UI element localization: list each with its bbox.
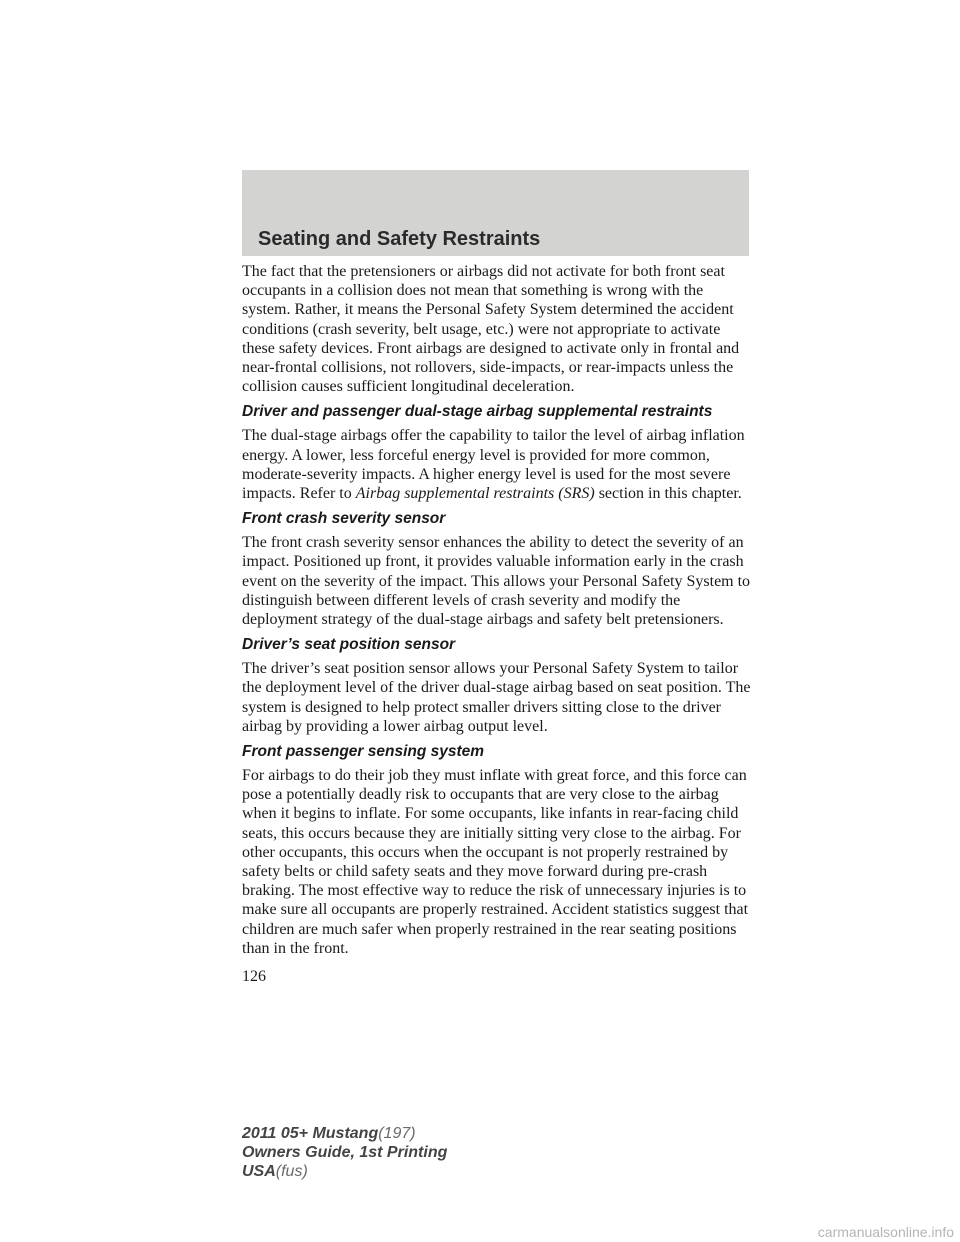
- site-watermark: carmanualsonline.info: [817, 1224, 954, 1240]
- dual-stage-paragraph: [242, 426, 752, 503]
- footer-line-model: [242, 1124, 447, 1143]
- srs-section-reference: Airbag supplemental restraints (SRS): [355, 485, 595, 503]
- page-number: 126: [242, 968, 266, 985]
- footer-region-code: (fus): [275, 1163, 308, 1180]
- crash-severity-paragraph: The front crash severity sensor enhances the ability to detect the severity of an impact. Positioned up front, it provides valuable information early in the crash event on the severity of the impact. This allows your Personal Safety System to distinguish between different levels of crash severity and modify the deployment strategy of the dual-stage airbags and safety belt pretensioners.: [242, 534, 751, 629]
- print-footer: [242, 1124, 447, 1181]
- section-header-band: [242, 170, 749, 256]
- heading-crash-severity-sensor: Front crash severity sensor: [242, 510, 446, 528]
- footer-edition: Owners Guide, 1st Printing: [242, 1144, 448, 1161]
- intro-paragraph: The fact that the pretensioners or airbags did not activate for both front seat occupants in a collision does not mean that something is wrong with the system. Rather, it means the Personal Safety System determined the accident conditions (crash severity, belt usage, etc.) were not appropriate to activate these safety devices. Front airbags are designed to activate only in frontal and near-frontal collisions, not rollovers, side-impacts, or rear-impacts unless the collision causes sufficient longitudinal deceleration.: [242, 263, 740, 396]
- dual-stage-text: The dual-stage airbags offer the capability to tailor the level of airbag inflation energy. A lower, less forceful energy level is provided for more common, moderate-severity impacts. A higher energy level is used for the most severe impacts. Refer to: [242, 427, 745, 503]
- footer-model-code: (197): [378, 1125, 416, 1142]
- footer-region: USA: [242, 1163, 276, 1180]
- footer-model: 2011 05+ Mustang: [242, 1125, 379, 1142]
- heading-passenger-sensing-system: Front passenger sensing system: [242, 743, 485, 761]
- heading-seat-position-sensor: Driver’s seat position sensor: [242, 636, 456, 654]
- seat-position-paragraph: The driver’s seat position sensor allows your Personal Safety System to tailor the deployment level of the driver dual-stage airbag based on seat position. The system is designed to help protect smaller drivers sitting close to the driver airbag by providing a lower airbag output level.: [242, 660, 751, 735]
- section-title: Seating and Safety Restraints: [258, 228, 541, 250]
- footer-line-region: [242, 1162, 447, 1181]
- page-body: [242, 262, 752, 964]
- passenger-sensing-paragraph: For airbags to do their job they must inflate with great force, and this force can pose a potentially deadly risk to occupants that are very close to the airbag when it begins to inflate. For some occupants, like infants in rear-facing child seats, this occurs because they are initially sitting very close to the airbag. For other occupants, this occurs when the occupant is not properly restrained by safety belts or child safety seats and they move forward during pre-crash braking. The most effective way to reduce the risk of unnecessary injuries is to make sure all occupants are properly restrained. Accident statistics suggest that children are much safer when properly restrained in the rear seating positions than in the front.: [242, 767, 749, 957]
- heading-dual-stage-airbags: Driver and passenger dual-stage airbag supplemental restraints: [242, 403, 713, 421]
- dual-stage-text-end: section in this chapter.: [598, 485, 742, 503]
